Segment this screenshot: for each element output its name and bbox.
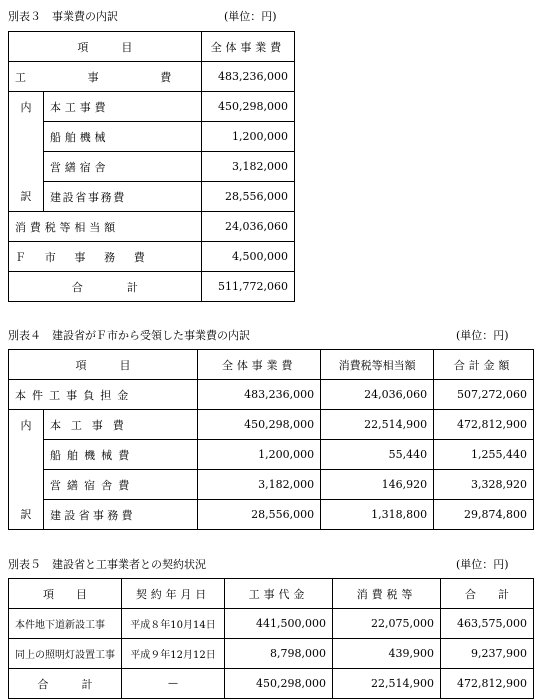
table3-row-label: 船舶機械	[44, 122, 202, 152]
table5-header-price: 工事代金	[225, 579, 333, 609]
table5-header-item: 項 目	[9, 579, 122, 609]
table4-cell: 1,200,000	[198, 440, 321, 470]
table4-cell: 3,328,920	[434, 470, 534, 500]
table4	[8, 349, 534, 530]
table4-cell: 55,440	[321, 440, 434, 470]
table3-row-value: 24,036,060	[201, 212, 294, 242]
table-row	[9, 242, 295, 272]
table4-cell: 22,514,900	[321, 410, 434, 440]
table4-cell: 1,255,440	[434, 440, 534, 470]
table4-caption: 別表４ 建設省がＦ市から受領した事業費の内訳	[8, 329, 250, 342]
table4-header-tax: 消費税等相当額	[321, 350, 434, 380]
table-row	[9, 579, 534, 609]
table3-row-label: Ｆ 市 事 務 費	[9, 242, 202, 272]
table5-header-date: 契約年月日	[122, 579, 225, 609]
table-row	[9, 470, 534, 500]
table3-header-total: 全体事業費	[201, 32, 294, 62]
table5-total-date: —	[122, 669, 225, 699]
table4-row-label: 本件工事負担金	[9, 380, 198, 410]
table-row	[9, 182, 295, 212]
table-row	[9, 62, 295, 92]
table4-cell: 3,182,000	[198, 470, 321, 500]
table5-row-label: 本件地下道新設工事	[9, 609, 122, 639]
table3-row-value: 450,298,000	[201, 92, 294, 122]
table3-caption: 別表３ 事業費の内訳	[8, 10, 118, 23]
table5-cell: 9,237,900	[441, 639, 534, 669]
table4-cell: 28,556,000	[198, 500, 321, 530]
table-row	[9, 350, 534, 380]
table4-cell: 472,812,900	[434, 410, 534, 440]
table5-total-label: 合 計	[9, 669, 122, 699]
table4-row-label: 建設省事務費	[44, 500, 198, 530]
table5-header-sum: 合 計	[441, 579, 534, 609]
table3-group-spacer	[9, 152, 44, 182]
table4-group-top: 内	[9, 410, 44, 440]
table5-header-tax: 消費税等	[333, 579, 441, 609]
table3-row-value: 4,500,000	[201, 242, 294, 272]
table3-group-top: 内	[9, 92, 44, 122]
table3-row-value: 28,556,000	[201, 182, 294, 212]
table4-cell: 29,874,800	[434, 500, 534, 530]
table-row	[9, 212, 295, 242]
table5-row-date: 平成９年12月12日	[122, 639, 225, 669]
table-row	[9, 669, 534, 699]
table-row	[9, 410, 534, 440]
table3-row-value: 483,236,000	[201, 62, 294, 92]
table4-header-item: 項 目	[9, 350, 198, 380]
table4-row-label: 船舶機械費	[44, 440, 198, 470]
table-row	[9, 92, 295, 122]
table3-total-value: 511,772,060	[201, 272, 294, 302]
table-row	[9, 440, 534, 470]
table5	[8, 578, 534, 699]
table3-group-bottom: 訳	[9, 182, 44, 212]
table5-cell: 22,514,900	[333, 669, 441, 699]
table4-cell: 1,318,800	[321, 500, 434, 530]
table-row	[9, 380, 534, 410]
table3-unit: (単位：円)	[224, 10, 277, 23]
table3-row-label: 本工事費	[44, 92, 202, 122]
table-row	[9, 500, 534, 530]
table4-cell: 507,272,060	[434, 380, 534, 410]
table3-row-label: 建設省事務費	[44, 182, 202, 212]
table-row	[9, 152, 295, 182]
table3-header-item: 項 目	[9, 32, 202, 62]
table4-row-label: 本工事費	[44, 410, 198, 440]
table-row	[9, 122, 295, 152]
table4-header-total: 全体事業費	[198, 350, 321, 380]
table3-row-label: 工 事 費	[9, 62, 202, 92]
table3	[8, 31, 295, 302]
table4-unit: (単位：円)	[456, 329, 509, 342]
table4-cell: 450,298,000	[198, 410, 321, 440]
table-row	[9, 639, 534, 669]
table5-unit: (単位：円)	[456, 558, 509, 571]
table4-group-bottom: 訳	[9, 500, 44, 530]
table3-row-value: 3,182,000	[201, 152, 294, 182]
table5-cell: 8,798,000	[225, 639, 333, 669]
table5-cell: 463,575,000	[441, 609, 534, 639]
table4-row-label: 営繕宿舎費	[44, 470, 198, 500]
table5-row-label: 同上の照明灯設置工事	[9, 639, 122, 669]
table3-row-value: 1,200,000	[201, 122, 294, 152]
table-row	[9, 32, 295, 62]
table5-cell: 22,075,000	[333, 609, 441, 639]
table5-cell: 450,298,000	[225, 669, 333, 699]
table3-row-label: 営繕宿舎	[44, 152, 202, 182]
table4-group-spacer	[9, 440, 44, 470]
table5-caption: 別表５ 建設省と工事業者との契約状況	[8, 558, 206, 571]
table5-cell: 439,900	[333, 639, 441, 669]
table5-cell: 441,500,000	[225, 609, 333, 639]
table3-row-label: 消費税等相当額	[9, 212, 202, 242]
table4-cell: 146,920	[321, 470, 434, 500]
table5-cell: 472,812,900	[441, 669, 534, 699]
table4-cell: 483,236,000	[198, 380, 321, 410]
table3-group-spacer	[9, 122, 44, 152]
table3-total-label: 合 計	[9, 272, 202, 302]
table4-cell: 24,036,060	[321, 380, 434, 410]
table-row	[9, 272, 295, 302]
table5-row-date: 平成８年10月14日	[122, 609, 225, 639]
table4-group-spacer	[9, 470, 44, 500]
table-row	[9, 609, 534, 639]
table4-header-sum: 合計金額	[434, 350, 534, 380]
